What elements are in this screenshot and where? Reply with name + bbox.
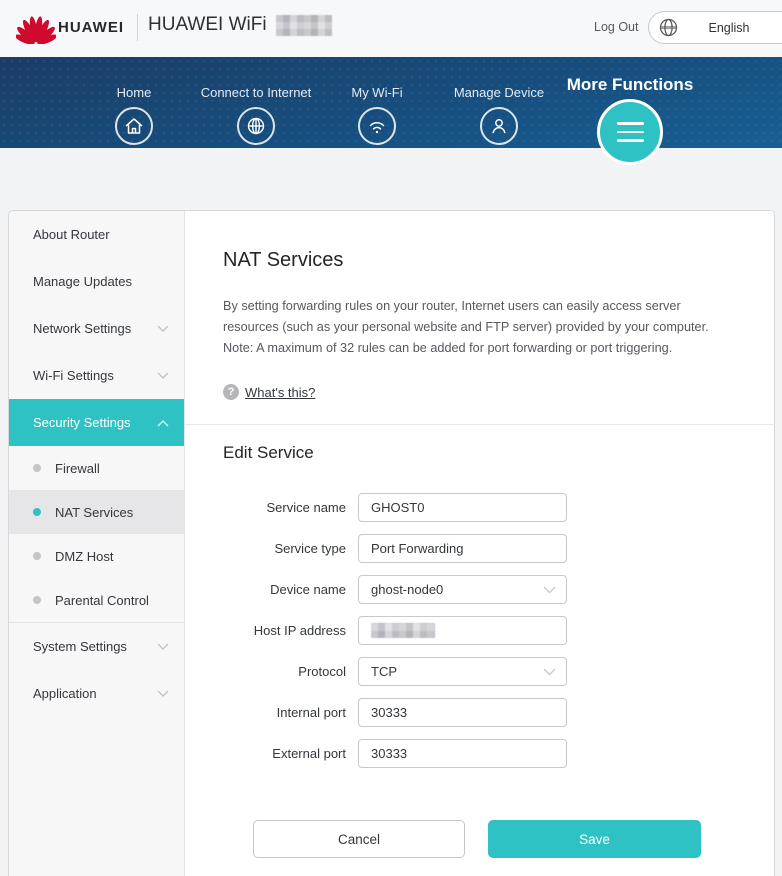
sidebar-label: System Settings xyxy=(33,639,127,654)
sidebar-label: Manage Updates xyxy=(33,274,133,289)
sidebar-sublabel: DMZ Host xyxy=(55,548,114,564)
save-button[interactable]: Save xyxy=(488,820,701,858)
sidebar-item-parental-control[interactable] xyxy=(9,578,184,622)
external-port-input[interactable] xyxy=(358,739,567,768)
sidebar-label: Security Settings xyxy=(33,415,131,430)
section-divider xyxy=(185,424,774,425)
external-port-label: External port xyxy=(272,746,346,762)
sidebar-label: Wi-Fi Settings xyxy=(33,368,114,383)
form-row-protocol xyxy=(223,657,774,686)
bullet-dot-icon xyxy=(33,508,41,516)
device-name-select[interactable] xyxy=(358,575,567,604)
host-ip-label: Host IP address xyxy=(253,623,346,639)
sidebar-item-wifi-settings[interactable] xyxy=(9,352,184,399)
service-type-label: Service type xyxy=(274,541,346,557)
page-description: By setting forwarding rules on your router, Internet users can easily access server resources (such as your personal website and FTP server) provided by your computer. Note: A maximum of 32 rules can be added for port forwarding or port triggering. xyxy=(223,299,709,355)
huawei-flower-icon xyxy=(16,13,56,44)
internet-globe-icon xyxy=(237,107,275,145)
brand-wordmark: HUAWEI xyxy=(58,19,124,36)
home-icon xyxy=(115,107,153,145)
protocol-value: TCP xyxy=(371,664,397,680)
wifi-icon xyxy=(358,107,396,145)
whats-this-label: What's this? xyxy=(245,384,316,400)
settings-panel xyxy=(8,210,775,876)
edit-service-form xyxy=(223,493,774,768)
form-row-service-name xyxy=(223,493,774,522)
whats-this-link[interactable] xyxy=(223,384,774,400)
form-row-device-name xyxy=(223,575,774,604)
language-globe-icon xyxy=(659,18,678,37)
chevron-down-icon xyxy=(543,668,556,676)
chevron-down-icon xyxy=(157,690,169,698)
chevron-down-icon xyxy=(157,643,169,651)
sidebar-item-manage-updates[interactable] xyxy=(9,258,184,305)
nav-home-label: Home xyxy=(116,85,152,100)
service-type-input[interactable] xyxy=(358,534,567,563)
host-ip-input[interactable] xyxy=(358,616,567,645)
nav-item-more-functions[interactable] xyxy=(555,57,705,165)
device-name-label: Device name xyxy=(270,582,346,598)
nav-manage-label: Manage Device xyxy=(453,85,545,100)
language-selector[interactable] xyxy=(648,11,782,44)
bullet-dot-icon xyxy=(33,552,41,560)
redacted-ip-value xyxy=(371,623,435,638)
chevron-down-icon xyxy=(543,586,556,594)
nav-more-label: More Functions xyxy=(566,75,694,94)
sidebar-item-application[interactable] xyxy=(9,670,184,717)
nav-item-manage-device[interactable] xyxy=(424,57,574,145)
sidebar-label: Network Settings xyxy=(33,321,132,336)
user-icon xyxy=(480,107,518,145)
form-row-service-type xyxy=(223,534,774,563)
sidebar-sublabel: NAT Services xyxy=(55,504,134,520)
sidebar-item-system-settings[interactable] xyxy=(9,623,184,670)
chevron-up-icon xyxy=(157,419,169,427)
sidebar-item-network-settings[interactable] xyxy=(9,305,184,352)
sidebar-sublabel: Parental Control xyxy=(55,592,149,608)
product-title-text: HUAWEI WiFi xyxy=(148,14,267,35)
main-nav xyxy=(0,57,782,148)
sidebar-item-nat-services[interactable] xyxy=(9,490,184,534)
product-title xyxy=(148,14,332,36)
service-name-input[interactable] xyxy=(358,493,567,522)
edit-service-title: Edit Service xyxy=(223,443,314,463)
redacted-device-name xyxy=(276,15,332,36)
logout-button[interactable]: Log Out xyxy=(594,20,639,34)
sidebar-label: About Router xyxy=(33,227,110,242)
sidebar-item-security-settings[interactable] xyxy=(9,399,184,446)
chevron-down-icon xyxy=(157,372,169,380)
sidebar-item-about-router[interactable] xyxy=(9,211,184,258)
bullet-dot-icon xyxy=(33,596,41,604)
nav-connect-label: Connect to Internet xyxy=(200,85,312,100)
brand-divider xyxy=(137,14,138,41)
protocol-label: Protocol xyxy=(298,664,346,680)
nav-wifi-label: My Wi-Fi xyxy=(351,85,403,100)
internal-port-input[interactable] xyxy=(358,698,567,727)
bullet-dot-icon xyxy=(33,464,41,472)
security-submenu xyxy=(9,446,184,623)
top-header xyxy=(0,0,782,57)
cancel-button[interactable]: Cancel xyxy=(253,820,465,858)
form-actions xyxy=(253,820,774,858)
page-title: NAT Services xyxy=(223,249,344,271)
chevron-down-icon xyxy=(157,325,169,333)
sidebar-item-firewall[interactable] xyxy=(9,446,184,490)
sidebar-item-dmz-host[interactable] xyxy=(9,534,184,578)
protocol-select[interactable] xyxy=(358,657,567,686)
service-name-label: Service name xyxy=(266,500,346,516)
form-row-external-port xyxy=(223,739,774,768)
sidebar-label: Application xyxy=(33,686,97,701)
form-row-host-ip xyxy=(223,616,774,645)
content-area xyxy=(0,148,782,876)
sidebar-sublabel: Firewall xyxy=(55,460,100,476)
device-name-value: ghost-node0 xyxy=(371,582,444,598)
form-row-internal-port xyxy=(223,698,774,727)
sidebar xyxy=(9,211,185,876)
language-current: English xyxy=(708,20,750,35)
question-mark-icon: ? xyxy=(223,384,239,400)
main-content xyxy=(185,211,774,876)
internal-port-label: Internal port xyxy=(276,705,346,721)
menu-icon xyxy=(597,99,663,165)
